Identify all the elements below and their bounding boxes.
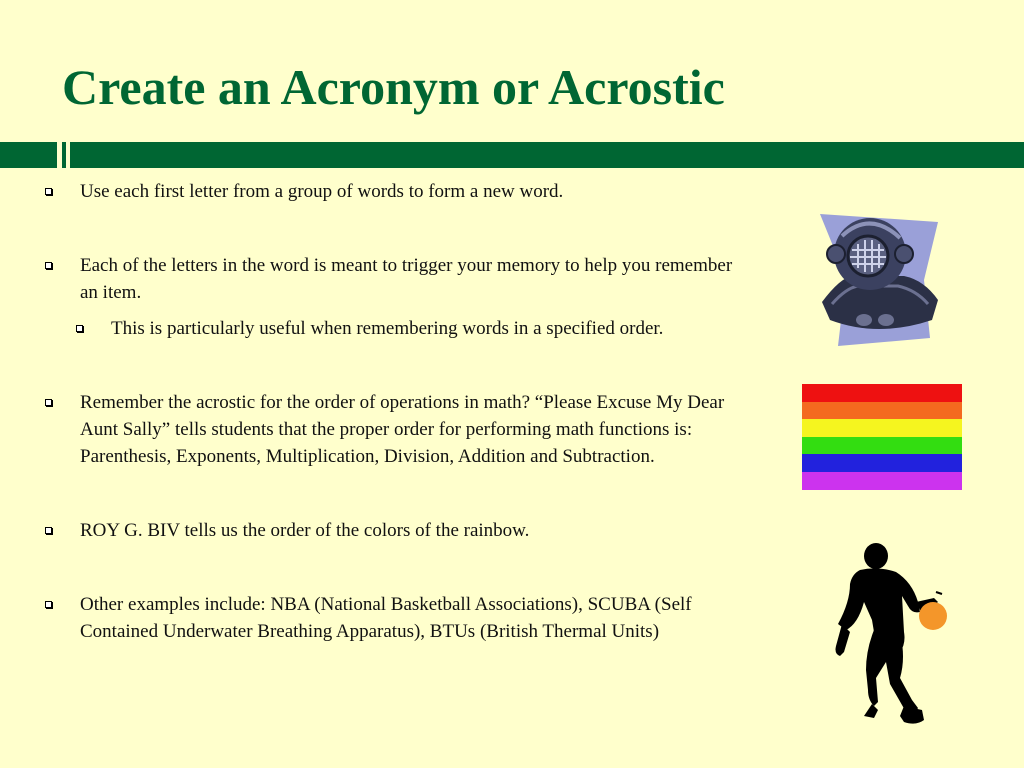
title-rule-right <box>70 142 1024 168</box>
basketball-player-icon <box>820 540 960 730</box>
square-bullet-icon <box>45 262 52 269</box>
title-rule-left <box>0 142 57 168</box>
square-bullet-icon <box>45 601 52 608</box>
title-rule-divider <box>62 142 66 168</box>
square-bullet-icon <box>45 399 52 406</box>
rainbow-stripe-orange <box>802 402 962 420</box>
rainbow-stripe-yellow <box>802 419 962 437</box>
bullet-text: Other examples include: NBA (National Basketball Associations), SCUBA (Self Contained Underwater Breathing Apparatus), BTUs (British Thermal Units) <box>80 594 692 642</box>
rainbow-stripe-blue <box>802 454 962 472</box>
bullet-item <box>40 178 740 205</box>
square-bullet-icon <box>76 325 83 332</box>
bullet-text: Remember the acrostic for the order of operations in math? “Please Excuse My Dear Aunt Sally” tells students that the proper order for performing math functions is: Parenthesis, Exponents, Multiplication, Division, Addition and Subtraction. <box>80 392 725 467</box>
bullet-list <box>40 178 740 645</box>
diving-helmet-icon <box>812 208 944 348</box>
bullet-item <box>40 517 740 544</box>
bullet-item <box>40 591 740 645</box>
sub-bullet-item <box>40 315 740 342</box>
bullet-item <box>40 252 740 306</box>
slide-title: Create an Acronym or Acrostic <box>62 59 725 115</box>
bullet-text: This is particularly useful when remembering words in a specified order. <box>111 318 664 339</box>
rainbow-stripe-red <box>802 384 962 402</box>
bullet-text: Each of the letters in the word is meant to trigger your memory to help you remember an item. <box>80 255 733 303</box>
bullet-item <box>40 389 740 470</box>
rainbow-flag <box>802 384 962 490</box>
square-bullet-icon <box>45 527 52 534</box>
rainbow-stripe-green <box>802 437 962 455</box>
square-bullet-icon <box>45 188 52 195</box>
bullet-text: ROY G. BIV tells us the order of the colors of the rainbow. <box>80 520 530 541</box>
bullet-text: Use each first letter from a group of words to form a new word. <box>80 181 564 202</box>
rainbow-stripe-violet <box>802 472 962 490</box>
